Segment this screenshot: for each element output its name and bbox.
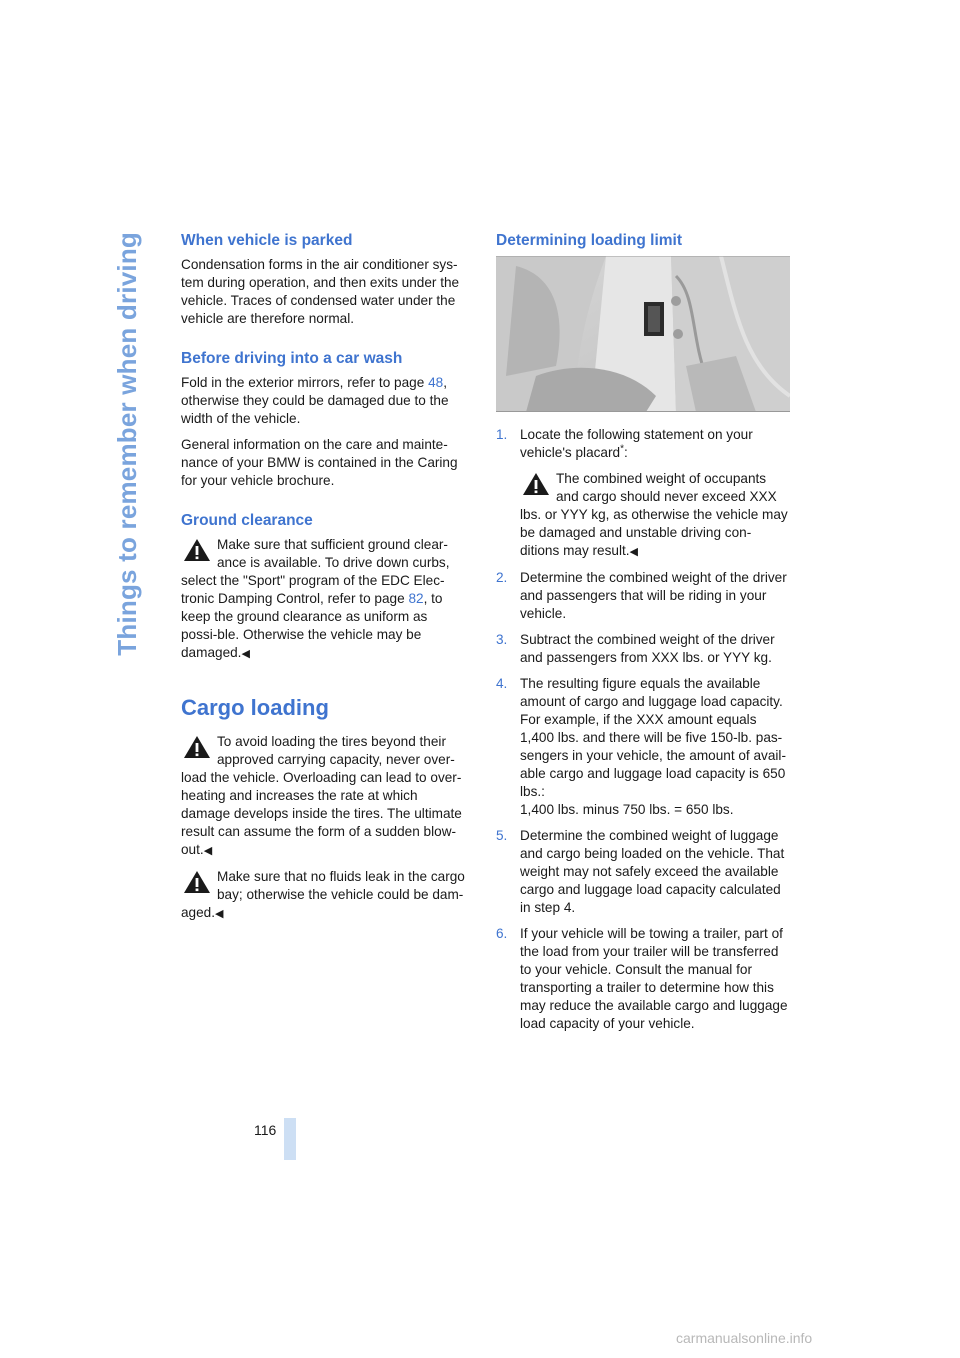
list-item: 4. The resulting figure equals the available amount of cargo and luggage load capacity. For example, if the XXX amount equals 1,400 lbs. and there will be five 150-lb. pas-sengers in your vehicle, the amount of avail-able cargo and luggage load capacity is 650 lbs.: 1,400 lbs. minus 750 lbs. = 650 lbs. xyxy=(496,676,786,817)
heading-cargo-loading: Cargo loading xyxy=(181,695,329,720)
door-pillar-placard-photo xyxy=(496,256,790,412)
heading-loading-limit: Determining loading limit xyxy=(496,232,683,249)
list-item: 5. Determine the combined weight of luggage and cargo being loaded on the vehicle. That weight may not safely exceed the available cargo and luggage load capacity calculated in step 4. xyxy=(496,828,785,915)
warning-triangle-icon xyxy=(183,735,211,759)
chapter-side-title: Things to remember when driving xyxy=(112,232,142,656)
end-mark: ◀ xyxy=(629,546,639,558)
page-number: 116 xyxy=(254,1122,277,1138)
warning-triangle-icon xyxy=(183,870,211,894)
list-item: 1. Locate the following statement on your vehicle's placard*: The combined weight of occupants and cargo should never exceed XXX lbs. or YYY kg, as otherwise the vehicle may be damaged and unstable driving con-ditions may result.◀ xyxy=(496,426,790,561)
page-margin-bar xyxy=(284,1118,296,1160)
page-link-82[interactable]: 82 xyxy=(408,591,424,606)
page-link-48[interactable]: 48 xyxy=(428,375,444,390)
placard-warning: The combined weight of occupants and cargo should never exceed XXX lbs. or YYY kg, as otherwise the vehicle may be damaged and unstable driving con-ditions may result.◀ xyxy=(520,471,788,558)
warning-triangle-icon xyxy=(522,472,550,496)
heading-car-wash: Before driving into a car wash xyxy=(181,350,403,367)
list-item: 2. Determine the combined weight of the driver and passengers that will be riding in your vehicle. xyxy=(496,570,787,621)
list-item: 3. Subtract the combined weight of the driver and passengers from XXX lbs. or YYY kg. xyxy=(496,632,775,665)
end-mark: ◀ xyxy=(203,845,213,857)
end-mark: ◀ xyxy=(241,648,250,660)
site-watermark: carmanualsonline.info xyxy=(676,1330,813,1346)
end-mark: ◀ xyxy=(215,908,224,920)
left-column xyxy=(181,230,465,931)
heading-vehicle-parked: When vehicle is parked xyxy=(181,232,353,249)
heading-ground-clearance: Ground clearance xyxy=(181,512,313,529)
parked-text: Condensation forms in the air conditioner sys-tem during operation, and then exits under the vehicle. Traces of condensed water under the vehicle are therefore normal. xyxy=(181,257,460,326)
loading-steps-list xyxy=(496,426,790,1033)
list-item: 6. If your vehicle will be towing a trailer, part of the load from your trailer will be transferred to your vehicle. Consult the manual for transporting a trailer to determine how this may reduce the available cargo and luggage load capacity of your vehicle. xyxy=(496,926,788,1031)
star-marker: * xyxy=(620,443,624,455)
warning-triangle-icon xyxy=(183,538,211,562)
carwash-text-2: General information on the care and mainte-nance of your BMW is contained in the Caring for your vehicle brochure. xyxy=(181,437,458,488)
carwash-text-1: Fold in the exterior mirrors, refer to page 48, otherwise they could be damaged due to the width of the vehicle. xyxy=(181,375,449,426)
ground-clearance-warning: Make sure that sufficient ground clear-ance is available. To drive down curbs, select the "Sport" program of the EDC Elec-tronic Damping Control, refer to page 82, to keep the ground clearance as uniform as possi-ble. Otherwise the vehicle may be damaged.◀ xyxy=(181,537,450,660)
cargo-overload-warning: To avoid loading the tires beyond their approved carrying capacity, never over-load the vehicle. Overloading can lead to over-heating and increases the rate at which damage develops inside the tires. The ultimate result can assume the form of a sudden blow-out.◀ xyxy=(181,734,462,857)
right-column xyxy=(496,230,790,1041)
cargo-fluid-warning: Make sure that no fluids leak in the cargo bay; otherwise the vehicle could be dam-aged.◀ xyxy=(181,869,465,920)
